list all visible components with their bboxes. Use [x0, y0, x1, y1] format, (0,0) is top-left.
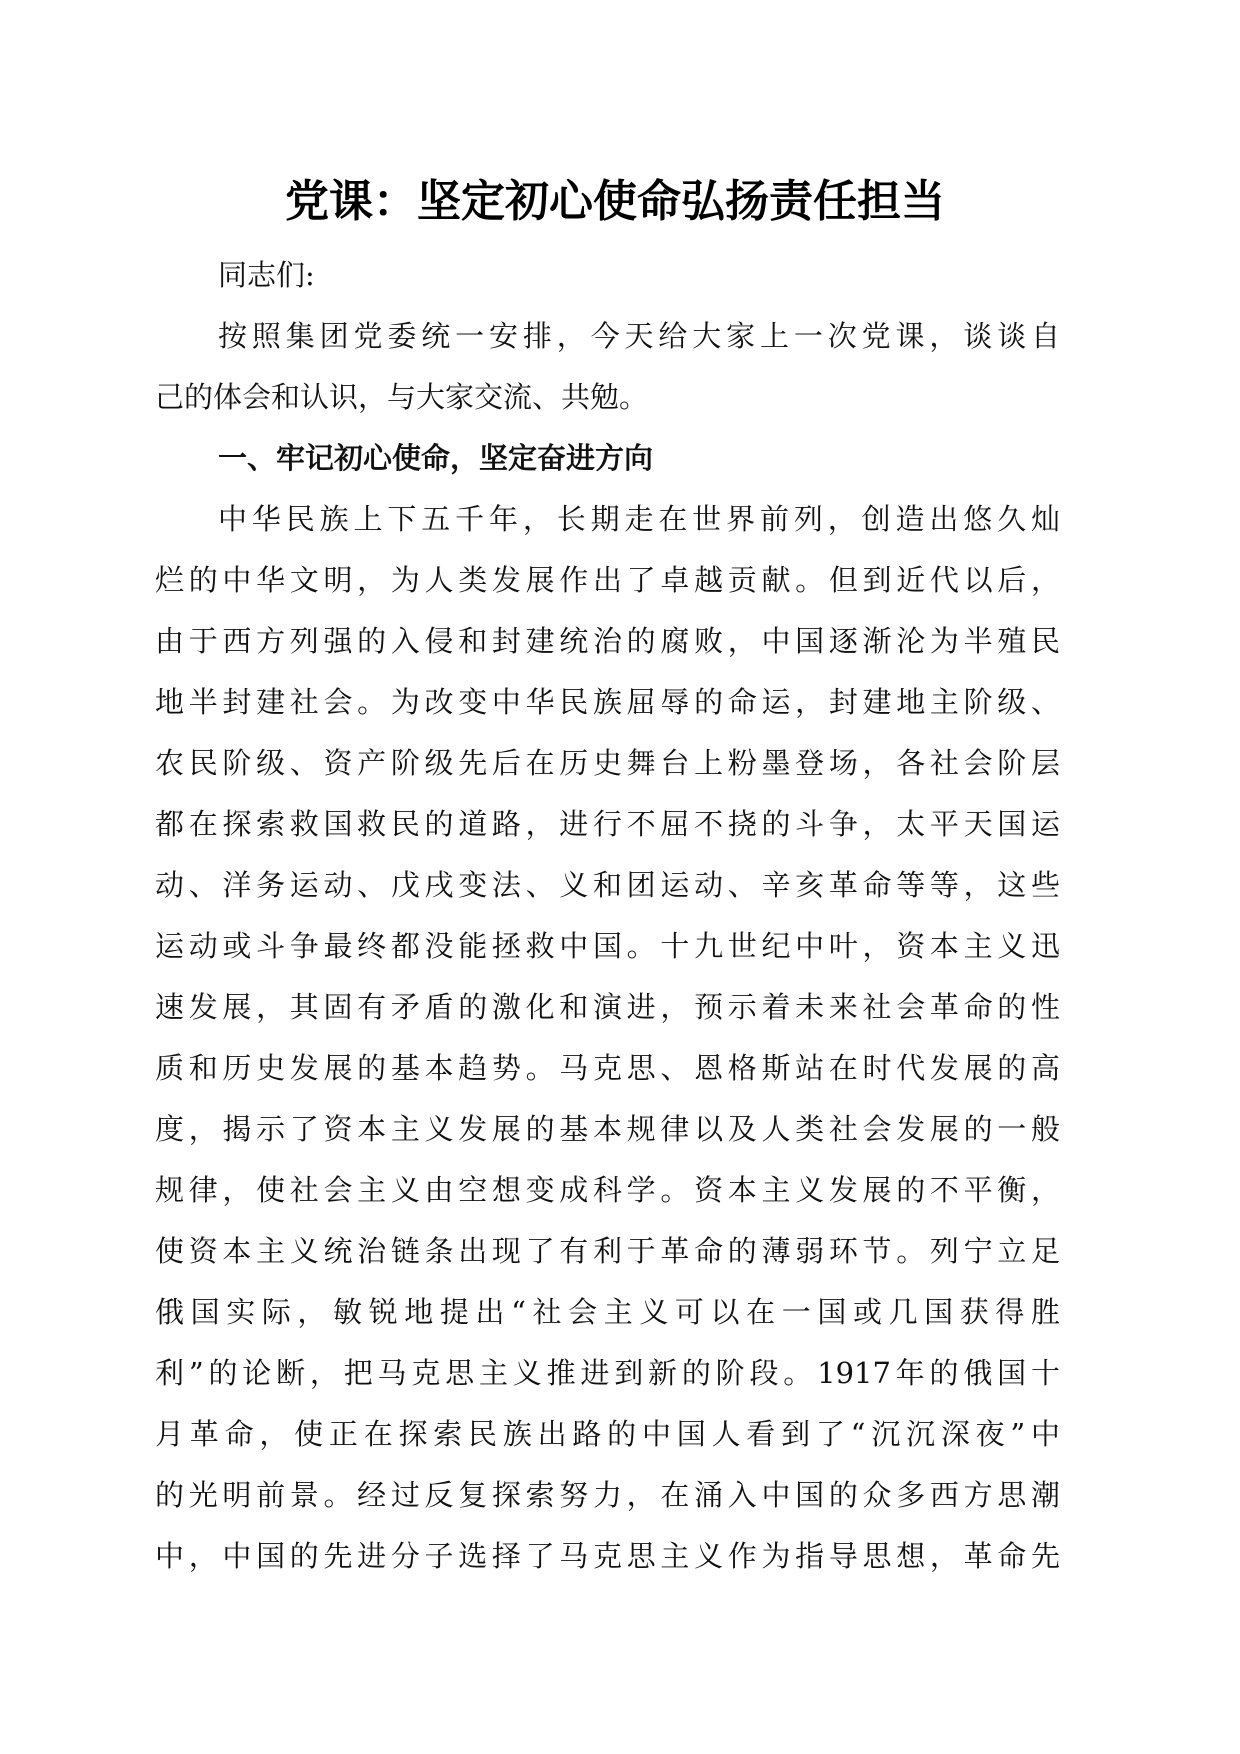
- document-title: 党课：坚定初心使命弘扬责任担当: [285, 176, 945, 227]
- paragraph-line: 的光明前景。经过反复探索努力，在涌入中国的众多西方思潮: [155, 1478, 1060, 1512]
- paragraph-line: 运动或斗争最终都没能拯救中国。十九世纪中叶，资本主义迅: [155, 929, 1060, 963]
- paragraph-line: 使资本主义统治链条出现了有利于革命的薄弱环节。列宁立足: [155, 1234, 1060, 1268]
- paragraph-line: 中，中国的先进分子选择了马克思主义作为指导思想，革命先: [155, 1539, 1060, 1573]
- paragraph-line: 农民阶级、资产阶级先后在历史舞台上粉墨登场，各社会阶层: [155, 746, 1060, 780]
- paragraph-line: 中华民族上下五千年，长期走在世界前列，创造出悠久灿: [218, 502, 1060, 536]
- paragraph-line: 度，揭示了资本主义发展的基本规律以及人类社会发展的一般: [155, 1112, 1060, 1146]
- section-heading: 一、牢记初心使命，坚定奋进方向: [218, 441, 654, 475]
- paragraph-line: 质和历史发展的基本趋势。马克思、恩格斯站在时代发展的高: [155, 1051, 1060, 1085]
- paragraph-line: 按照集团党委统一安排，今天给大家上一次党课，谈谈自: [218, 319, 1060, 353]
- paragraph-line: 己的体会和认识，与大家交流、共勉。: [155, 380, 649, 414]
- document-body: [155, 245, 1060, 1587]
- paragraph-line: 利”的论断，把马克思主义推进到新的阶段。1917年的俄国十: [155, 1356, 1060, 1390]
- paragraph-line: 动、洋务运动、戊戌变法、义和团运动、辛亥革命等等，这些: [155, 868, 1060, 902]
- paragraph-line: 都在探索救国救民的道路，进行不屈不挠的斗争，太平天国运: [155, 807, 1060, 841]
- paragraph-line: 规律，使社会主义由空想变成科学。资本主义发展的不平衡，: [155, 1173, 1060, 1207]
- paragraph-line: 烂的中华文明，为人类发展作出了卓越贡献。但到近代以后，: [155, 563, 1060, 597]
- paragraph-line: 俄国实际，敏锐地提出“社会主义可以在一国或几国获得胜: [155, 1295, 1060, 1329]
- salutation: 同志们:: [218, 258, 315, 292]
- paragraph-line: 月革命，使正在探索民族出路的中国人看到了“沉沉深夜”中: [155, 1417, 1060, 1451]
- paragraph-line: 由于西方列强的入侵和封建统治的腐败，中国逐渐沦为半殖民: [155, 624, 1060, 658]
- paragraph-line: 地半封建社会。为改变中华民族屈辱的命运，封建地主阶级、: [155, 685, 1060, 719]
- paragraph-line: 速发展，其固有矛盾的激化和演进，预示着未来社会革命的性: [155, 990, 1060, 1024]
